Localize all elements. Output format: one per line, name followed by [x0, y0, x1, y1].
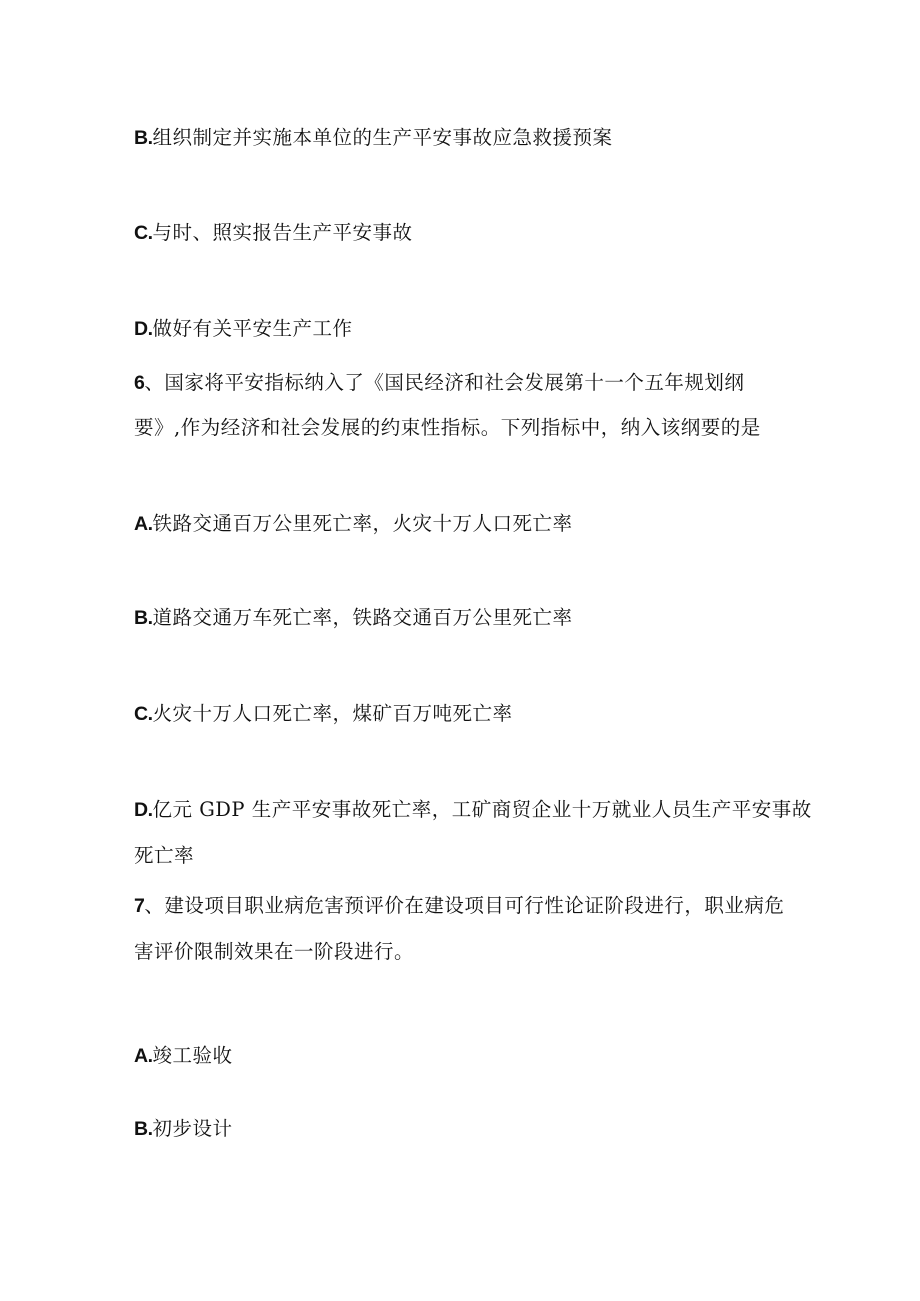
- text-line: [134, 508, 573, 536]
- option-prefix: B.: [134, 1118, 153, 1140]
- line-text: 组织制定并实施本单位的生产平安事故应急救援预案: [152, 126, 613, 149]
- line-text: 死亡率: [134, 844, 195, 867]
- option-prefix: D.: [134, 799, 153, 821]
- text-line: [134, 1113, 233, 1141]
- line-text: 做好有关平安生产工作: [152, 317, 353, 340]
- text-line: [134, 698, 513, 726]
- line-text: 亿元 GDP 生产平安事故死亡率，工矿商贸企业十万就业人员生产平安事故: [152, 798, 812, 821]
- option-prefix: 7: [134, 895, 145, 917]
- text-line: [134, 840, 194, 868]
- option-prefix: 6: [134, 372, 145, 394]
- option-prefix: A.: [134, 1045, 153, 1067]
- line-text: 竣工验收: [152, 1044, 233, 1067]
- text-line: [134, 313, 353, 341]
- line-text: 与时、照实报告生产平安事故: [152, 221, 413, 244]
- line-text: 火灾十万人口死亡率，煤矿百万吨死亡率: [152, 702, 513, 725]
- text-line: [134, 122, 613, 150]
- text-line: [134, 936, 414, 964]
- option-prefix: B.: [134, 607, 153, 629]
- option-prefix: D.: [134, 318, 153, 340]
- text-line: [134, 217, 413, 245]
- text-line: [134, 602, 573, 630]
- line-text: 害评价限制效果在一阶段进行。: [134, 940, 415, 963]
- option-prefix: A.: [134, 513, 153, 535]
- line-text: 、国家将平安指标纳入了《国民经济和社会发展第十一个五年规划纲: [144, 371, 745, 394]
- text-line: [134, 367, 744, 395]
- text-line: [134, 1040, 233, 1068]
- option-prefix: B.: [134, 127, 153, 149]
- line-text: 铁路交通百万公里死亡率，火灾十万人口死亡率: [152, 512, 573, 535]
- text-line: [134, 890, 784, 918]
- line-text: 初步设计: [152, 1117, 233, 1140]
- option-prefix: C.: [134, 703, 153, 725]
- text-line: [134, 794, 812, 822]
- option-prefix: C.: [134, 222, 153, 244]
- line-text: 、建设项目职业病危害预评价在建设项目可行性论证阶段进行，职业病危: [144, 894, 785, 917]
- text-line: [134, 412, 761, 440]
- line-text: 道路交通万车死亡率，铁路交通百万公里死亡率: [152, 606, 573, 629]
- line-text: 要》,作为经济和社会发展的约束性指标。下列指标中，纳入该纲要的是: [134, 416, 761, 439]
